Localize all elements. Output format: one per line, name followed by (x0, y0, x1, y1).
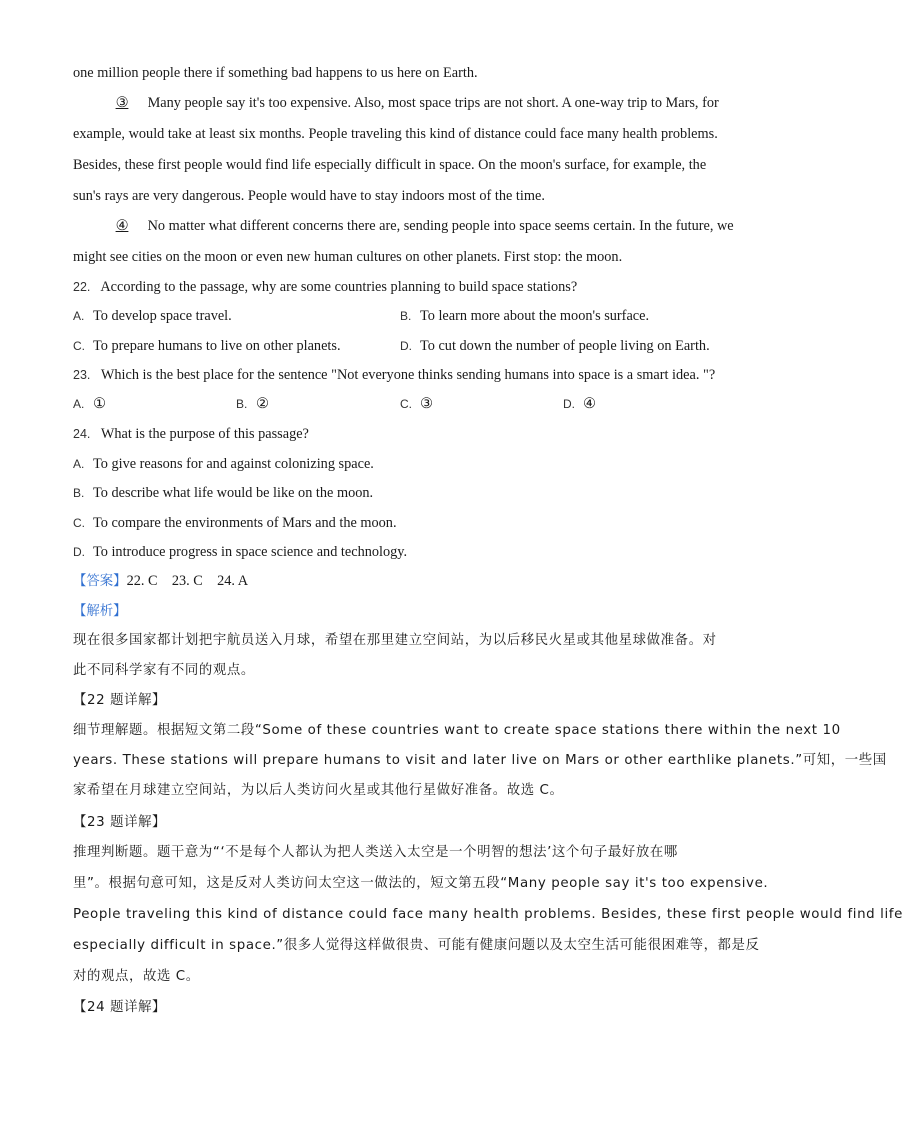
question-number: 24. (73, 427, 91, 441)
q23-detail-line-3: People traveling this kind of distance could face many health problems. Besides, these first people would find life (73, 907, 903, 922)
question-24-option-d[interactable] (73, 543, 407, 561)
question-24-option-b[interactable] (73, 484, 373, 502)
question-23-option-d[interactable] (563, 395, 596, 413)
question-24-stem (73, 425, 733, 443)
option-text: To introduce progress in space science and technology. (93, 544, 408, 560)
option-text: To cut down the number of people living on Earth. (420, 338, 710, 354)
option-text: To prepare humans to live on other planets. (93, 338, 341, 354)
question-24-option-c[interactable] (73, 514, 397, 532)
passage-line-top: one million people there if something bad happens to us here on Earth. (73, 65, 478, 81)
q23-detail-line-4: especially difficult in space.”很多人觉得这样做很贵、可能有健康问题以及太空生活可能很困难等，都是反 (73, 938, 760, 953)
option-text: To compare the environments of Mars and the moon. (93, 515, 397, 531)
analysis-label-row (73, 602, 127, 621)
question-22-option-d[interactable] (400, 337, 710, 355)
question-23-option-b[interactable] (236, 395, 269, 413)
passage-paragraph-3-line-1 (100, 94, 760, 112)
q22-detail-line-3: 家希望在月球建立空间站，为以后人类访问火星或其他行星做好准备。故选 C。 (73, 783, 564, 798)
q22-detail-line-2: years. These stations will prepare humans to visit and later live on Mars or other earthlike planets.”可知，一些国 (73, 753, 887, 768)
question-text: According to the passage, why are some countries planning to build space stations? (100, 279, 578, 295)
option-letter: A. (73, 397, 85, 411)
question-number: 23. (73, 368, 91, 382)
question-22-stem (73, 278, 733, 296)
option-text: To give reasons for and against colonizing space. (93, 456, 374, 472)
option-text: To describe what life would be like on the moon. (93, 485, 374, 501)
question-23-option-c[interactable] (400, 395, 433, 413)
q23-detail-line-1: 推理判断题。题干意为“‘不是每个人都认为把人类送入太空是一个明智的想法’这个句子最好放在哪 (73, 845, 678, 860)
question-24-option-a[interactable] (73, 455, 374, 473)
option-letter: D. (563, 397, 575, 411)
question-text: What is the purpose of this passage? (100, 426, 309, 442)
question-22-option-a[interactable] (73, 307, 232, 325)
blank-3: ③ (115, 95, 129, 111)
option-letter: A. (73, 309, 85, 323)
question-number: 22. (73, 280, 91, 294)
q22-detail-heading: 【22 题详解】 (73, 693, 167, 708)
option-letter: C. (73, 516, 85, 530)
passage-paragraph-3-line-3: Besides, these first people would find life especially difficult in space. On the moon's surface, for example, the (73, 157, 707, 173)
q23-detail-heading: 【23 题详解】 (73, 815, 167, 830)
passage-paragraph-4-line-1 (100, 217, 760, 235)
option-letter: D. (73, 545, 85, 559)
analysis-intro-line-1: 现在很多国家都计划把宇航员送入月球，希望在那里建立空间站，为以后移民火星或其他星球做准备。对 (73, 633, 717, 648)
option-text: To develop space travel. (93, 308, 232, 324)
option-letter: A. (73, 457, 85, 471)
option-letter: D. (400, 339, 412, 353)
passage-paragraph-4-line-2: might see cities on the moon or even new human cultures on other planets. First stop: the moon. (73, 249, 623, 265)
passage-text: Many people say it's too expensive. Also, most space trips are not short. A one-way trip to Mars, for (147, 95, 719, 111)
answer-label: 【答案】 (73, 574, 127, 589)
option-text: ③ (420, 396, 433, 412)
option-letter: C. (400, 397, 412, 411)
option-text: To learn more about the moon's surface. (420, 308, 650, 324)
q24-detail-heading: 【24 题详解】 (73, 1000, 167, 1015)
question-22-option-c[interactable] (73, 337, 341, 355)
option-letter: C. (73, 339, 85, 353)
analysis-label: 【解析】 (73, 604, 127, 619)
question-23-option-a[interactable] (73, 395, 106, 413)
passage-paragraph-3-line-4: sun's rays are very dangerous. People would have to stay indoors most of the time. (73, 188, 545, 204)
blank-4: ④ (115, 218, 129, 234)
q23-detail-line-2: 里”。根据句意可知，这是反对人类访问太空这一做法的，短文第五段“Many people say it's too expensive. (73, 876, 769, 891)
question-text: Which is the best place for the sentence "Not everyone thinks sending humans into space is a smart idea. "? (100, 367, 716, 383)
q23-detail-line-5: 对的观点，故选 C。 (73, 969, 200, 984)
question-23-stem (73, 366, 733, 384)
answer-values: 22. C 23. C 24. A (126, 573, 249, 589)
option-text: ② (256, 396, 269, 412)
passage-paragraph-3-line-2: example, would take at least six months. People traveling this kind of distance could face many health problems. (73, 126, 718, 142)
passage-text: No matter what different concerns there are, sending people into space seems certain. In the future, we (147, 218, 734, 234)
question-22-option-b[interactable] (400, 307, 649, 325)
analysis-intro-line-2: 此不同科学家有不同的观点。 (73, 663, 255, 678)
q22-detail-line-1: 细节理解题。根据短文第二段“Some of these countries want to create space stations there within the next 10 (73, 723, 841, 738)
option-letter: B. (236, 397, 248, 411)
answer-row (73, 572, 248, 591)
option-letter: B. (400, 309, 412, 323)
option-text: ④ (583, 396, 596, 412)
option-text: ① (93, 396, 106, 412)
option-letter: B. (73, 486, 85, 500)
